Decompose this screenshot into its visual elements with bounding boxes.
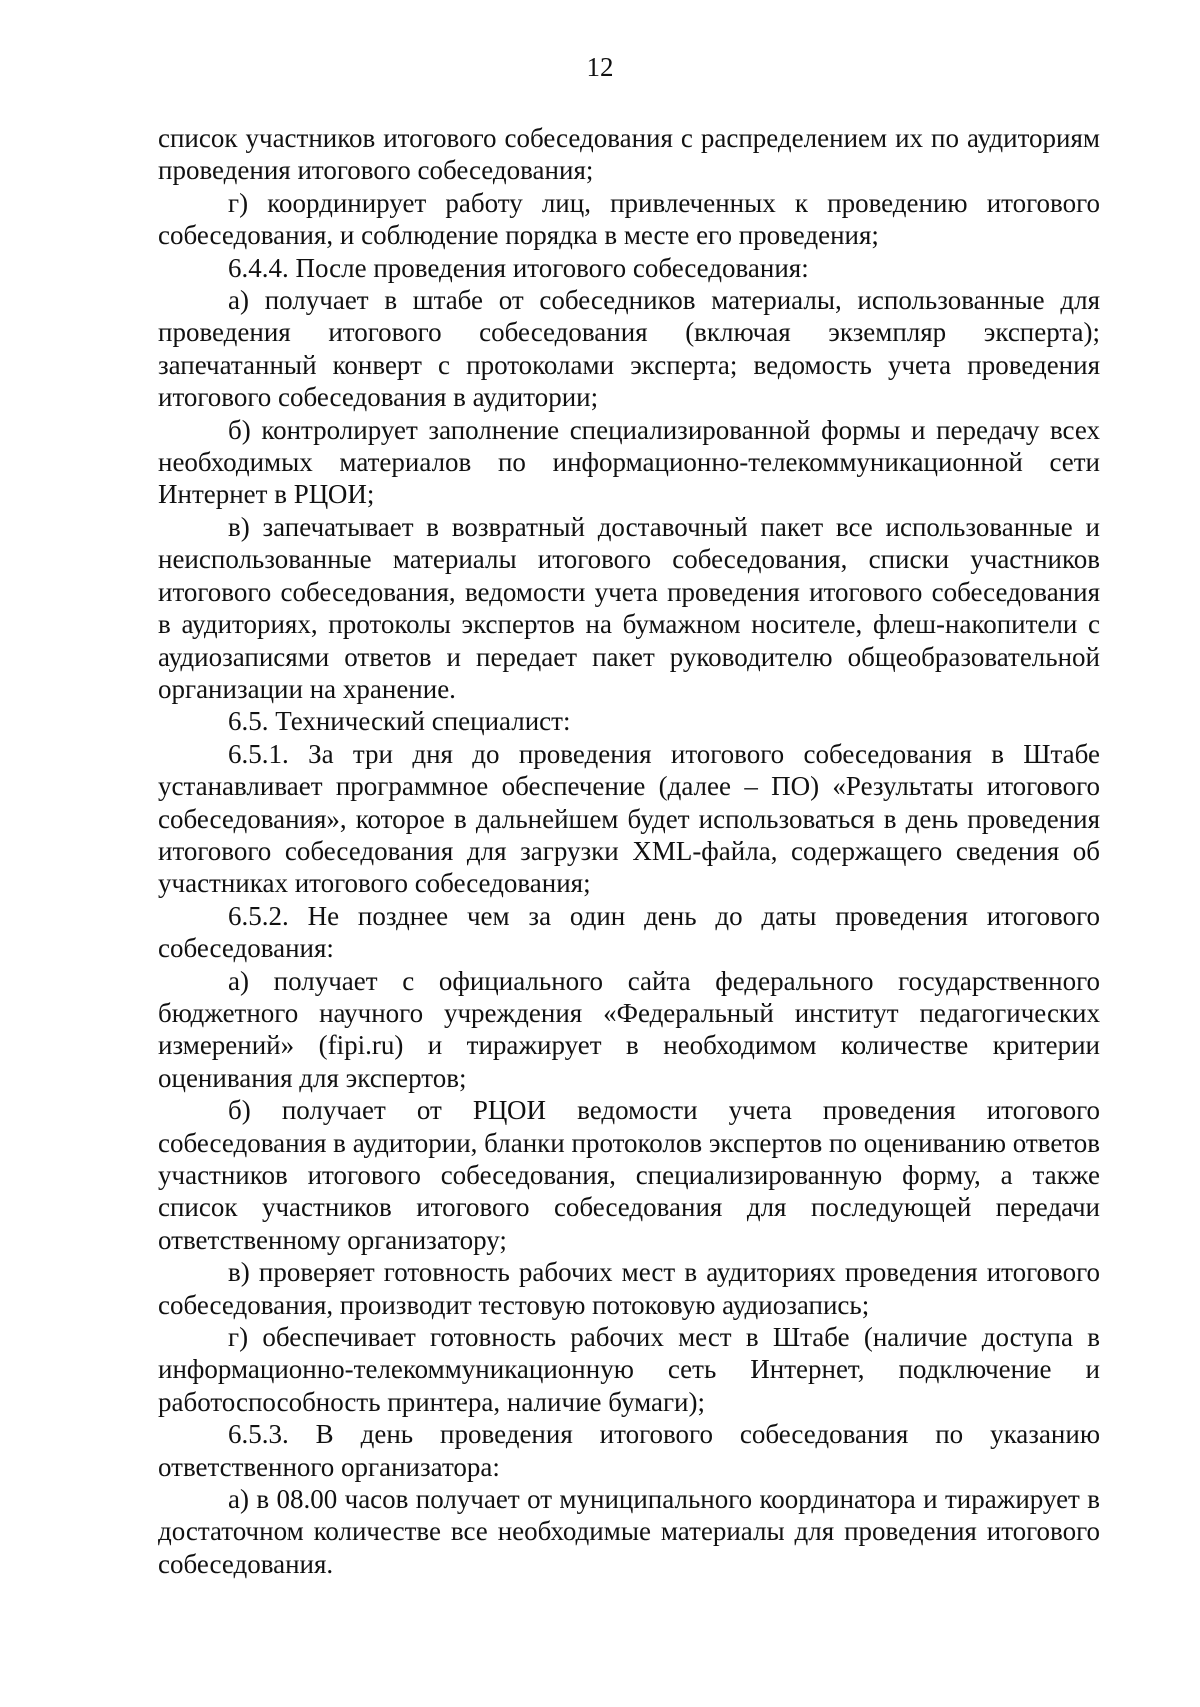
- paragraph-controls-form: б) контролирует заполнение специализированной формы и передачу всех необходимых материалов по информационно-телекоммуникационной сети Интернет в РЦОИ;: [158, 414, 1100, 510]
- paragraph-coordinates-work: г) координирует работу лиц, привлеченных к проведению итогового собеседования, и соблюдение порядка в месте его проведения;: [158, 187, 1100, 251]
- paragraph-obtains-criteria: а) получает с официального сайта федерального государственного бюджетного научного учреждения «Федеральный институт педагогических измерений» (fipi.ru) и тиражирует в необходимом количестве критерии оценивания для экспертов;: [158, 965, 1100, 1093]
- paragraph-receives-at-0800: а) в 08.00 часов получает от муниципального координатора и тиражирует в достаточном количестве все необходимые материалы для проведения итогового собеседования.: [158, 1484, 1100, 1579]
- paragraph-6-5-2: 6.5.2. Не позднее чем за один день до даты проведения итогового собеседования:: [158, 900, 1100, 964]
- document-body: [158, 122, 1100, 1580]
- paragraph-6-4-4-heading: 6.4.4. После проведения итогового собеседования:: [228, 252, 809, 283]
- paragraph-obtains-from-rcoi: б) получает от РЦОИ ведомости учета проведения итогового собеседования в аудитории, бланки протоколов экспертов по оцениванию ответов участников итогового собеседования, специализированную форму, а также список участников итогового собеседования для последующей передачи ответственному организатору;: [158, 1095, 1100, 1255]
- paragraph-participants-list: список участников итогового собеседования с распределением их по аудиториям проведения итогового собеседования;: [158, 123, 1100, 186]
- paragraph-6-5-3: 6.5.3. В день проведения итогового собеседования по указанию ответственного организатора:: [158, 1419, 1100, 1482]
- paragraph-6-5-1: 6.5.1. За три дня до проведения итогового собеседования в Штабе устанавливает программное обеспечение (далее – ПО) «Результаты итогового собеседования», которое в дальнейшем будет использоваться в день проведения итогового собеседования для загрузки XML-файла, содержащего сведения об участниках итогового собеседования;: [158, 738, 1100, 899]
- paragraph-ensures-readiness: г) обеспечивает готовность рабочих мест в Штабе (наличие доступа в информационно-телекоммуникационную сеть Интернет, подключение и работоспособность принтера, наличие бумаги);: [158, 1322, 1100, 1417]
- paragraph-checks-readiness: в) проверяет готовность рабочих мест в аудиториях проведения итогового собеседования, производит тестовую потоковую аудиозапись;: [158, 1257, 1100, 1320]
- paragraph-receives-materials: а) получает в штабе от собеседников материалы, использованные для проведения итогового собеседования (включая экземпляр эксперта); запечатанный конверт с протоколами эксперта; ведомость учета проведения итогового собеседования в аудитории;: [158, 285, 1100, 413]
- paragraph-6-5-heading: 6.5. Технический специалист:: [228, 706, 571, 737]
- page-number: 12: [586, 52, 614, 82]
- paragraph-seals-package: в) запечатывает в возвратный доставочный пакет все использованные и неиспользованные материалы итогового собеседования, списки участников итогового собеседования, ведомости учета проведения итогового собеседования в аудиториях, протоколы экспертов на бумажном носителе, флеш-накопители с аудиозаписями ответов и передает пакет руководителю общеобразовательной организации на хранение.: [158, 511, 1100, 704]
